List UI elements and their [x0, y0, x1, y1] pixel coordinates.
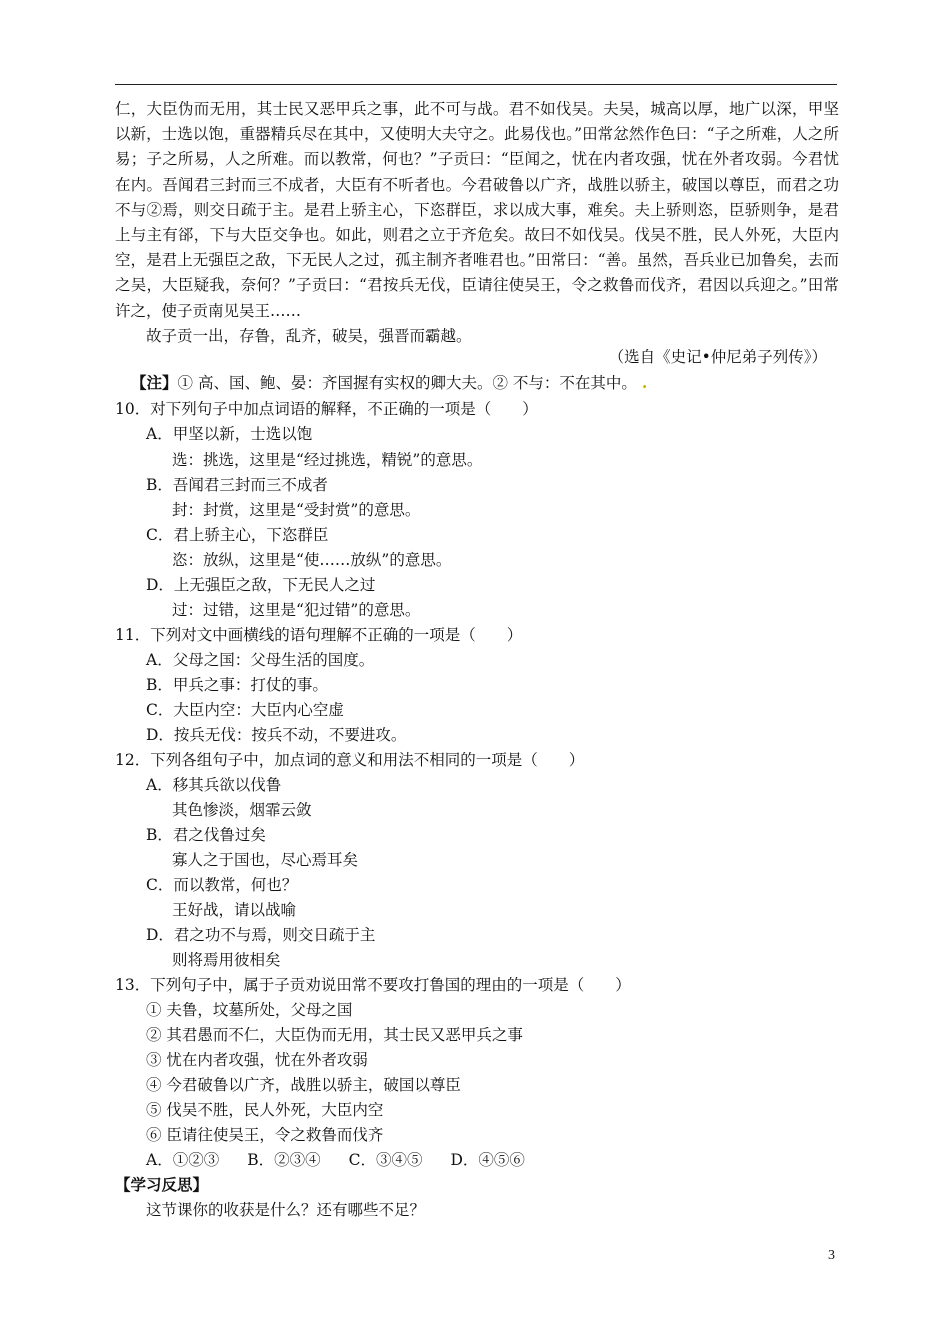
- q13-item-6: ⑥ 臣请往使吴王，令之救鲁而伐齐: [146, 1126, 384, 1144]
- q11-option-d: D．按兵无伐：按兵不动，不要进攻。: [146, 726, 407, 744]
- q11-option-c: C．大臣内空：大臣内心空虚: [146, 701, 344, 719]
- q12-stem: 12．下列各组句子中，加点词的意义和用法不相同的一项是（ ）: [115, 751, 585, 769]
- passage: [115, 97, 839, 349]
- q13-item-1: ① 夫鲁，坟墓所处，父母之国: [146, 1001, 353, 1019]
- q10-stem: 10．对下列句子中加点词语的解释，不正确的一项是（ ）: [115, 400, 538, 418]
- q12-option-d: D．君之功不与焉，则交日疏于主: [146, 926, 376, 944]
- q12-option-c: C．而以教常，何也？: [146, 876, 298, 894]
- q13-options: [146, 1148, 553, 1170]
- passage-paragraph-2: 故子贡一出，存鲁，乱齐，破吴，强晋而霸越。: [146, 326, 472, 345]
- q12-option-b-second: 寡人之于国也，尽心焉耳矣: [172, 851, 359, 869]
- q13-item-4: ④ 今君破鲁以广齐，战胜以骄主，破国以尊臣: [146, 1076, 461, 1094]
- q13-item-2: ② 其君愚而不仁，大臣伪而无用，其士民又恶甲兵之事: [146, 1026, 523, 1044]
- q13-stem: 13．下列句子中，属于子贡劝说田常不要攻打鲁国的理由的一项是（ ）: [115, 976, 631, 994]
- q10-option-d-note: 过：过错，这里是“犯过错”的意思。: [172, 601, 421, 619]
- passage-paragraph-1: 仁，大臣伪而无用，其士民又恶甲兵之事，此不可与战。君不如伐吴。夫吴，城高以厚，地广以深，甲坚以新，士选以饱，重器精兵尽在其中，又使明大夫守之。此易伐也。”田常忿然作色曰：“子之所难，人之所易；子之所易，人之所难。而以教常，何也？”子贡曰：“臣闻之，忧在内者攻强，忧在外者攻弱。今君忧在内。吾闻君三封而三不成者，大臣有不听者也。今君破鲁以广齐，战胜以骄主，破国以尊臣，而君之功不与②焉，则交日疏于主。是君上骄主心，下恣群臣，求以成大事，难矣。夫上骄则恣，臣骄则争，是君上与主有郤，下与大臣交争也。如此，则君之立于齐危矣。故曰不如伐吴。伐吴不胜，民人外死，大臣内空，是君上无强臣之敌，下无民人之过，孤主制齐者唯君也。”田常曰：“善。虽然，吾兵业已加鲁矣，去而之吴，大臣疑我，奈何？”子贡曰：“君按兵无伐，臣请往使吴王，令之救鲁而伐齐，君因以兵迎之。”田常许之，使子贡南见吴王……: [115, 100, 839, 320]
- reflection-prompt: 这节课你的收获是什么？还有哪些不足？: [146, 1201, 426, 1219]
- q12-option-a: A．移其兵欲以伐鲁: [146, 776, 282, 794]
- q10-option-c: C．君上骄主心，下恣群臣: [146, 526, 329, 544]
- q13-option-d: D．④⑤⑥: [450, 1151, 525, 1169]
- q13-option-c: C．③④⑤: [348, 1151, 423, 1169]
- q12-option-b: B．君之伐鲁过矣: [146, 826, 266, 844]
- q12-option-d-second: 则将焉用彼相矣: [172, 951, 281, 969]
- q11-option-b: B．甲兵之事：打仗的事。: [146, 676, 328, 694]
- q10-option-b: B．吾闻君三封而三不成者: [146, 476, 328, 494]
- footnote-text: ① 高、国、鲍、晏：齐国握有实权的卿大夫。② 不与：不在其中。: [177, 374, 637, 392]
- q10-option-a-note: 选：挑选，这里是“经过挑选，精锐”的意思。: [172, 451, 483, 469]
- q11-option-a: A．父母之国：父母生活的国度。: [146, 651, 375, 669]
- footnote-label: 【注】: [131, 373, 178, 392]
- source-citation: （选自《史记•仲尼弟子列传》）: [608, 348, 827, 366]
- page-number: 3: [828, 1248, 835, 1263]
- q10-option-d: D．上无强臣之敌，下无民人之过: [146, 576, 376, 594]
- q12-option-c-second: 王好战，请以战喻: [172, 901, 297, 919]
- q11-stem: 11．下列对文中画横线的语句理解不正确的一项是（ ）: [115, 626, 523, 644]
- footnote: [131, 371, 647, 393]
- q10-option-b-note: 封：封赏，这里是“受封赏”的意思。: [172, 501, 421, 519]
- q13-option-b: B．②③④: [247, 1151, 321, 1169]
- reflection-title: 【学习反思】: [115, 1175, 209, 1194]
- q13-item-3: ③ 忧在内者攻强，忧在外者攻弱: [146, 1051, 368, 1069]
- q10-option-a: A．甲坚以新，士选以饱: [146, 425, 313, 443]
- q10-option-c-note: 恣：放纵，这里是“使……放纵”的意思。: [172, 551, 452, 569]
- q13-option-a: A．①②③: [146, 1151, 220, 1169]
- stray-mark-icon: .: [641, 373, 648, 392]
- header-rule: [115, 84, 837, 85]
- q12-option-a-second: 其色惨淡，烟霏云敛: [172, 801, 312, 819]
- q13-item-5: ⑤ 伐吴不胜，民人外死，大臣内空: [146, 1101, 384, 1119]
